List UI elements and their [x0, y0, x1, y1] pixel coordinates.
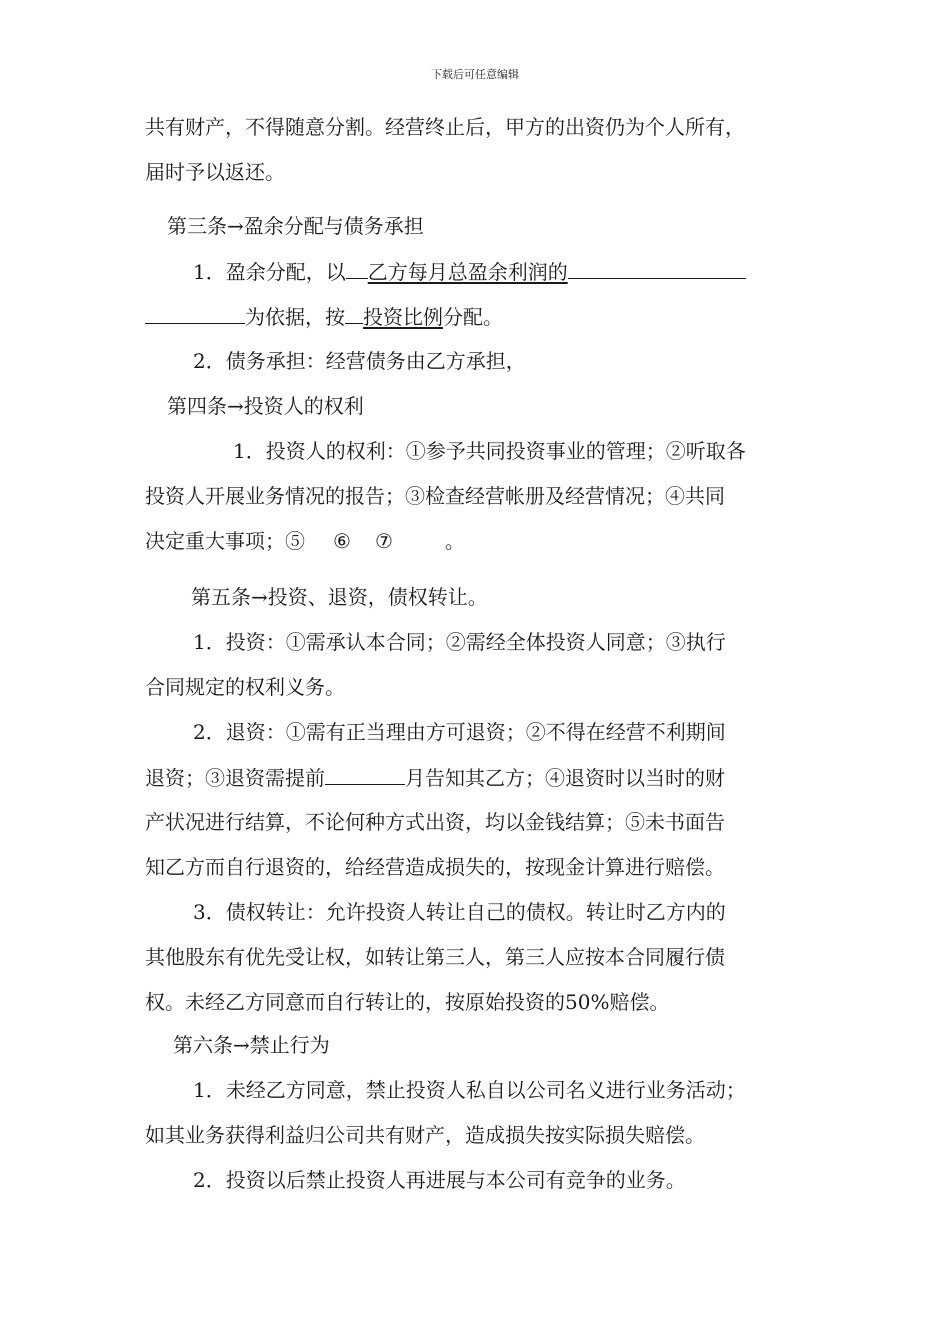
paragraph-line: 权。未经乙方同意而自行转让的，按原始投资的50%赔偿。	[145, 990, 670, 1014]
item-text: ⑥	[333, 529, 351, 553]
article-5-item-1: 1．投资：①需承认本合同；②需经全体投资人同意；③执行	[193, 630, 726, 654]
paragraph-line: 合同规定的权利义务。	[145, 675, 345, 699]
fill-blank	[325, 762, 405, 785]
paragraph-line: 知乙方而自行退资的，给经营造成损失的，按现金计算进行赔偿。	[145, 855, 725, 879]
article-3-item-1	[193, 256, 746, 286]
paragraph-line: 其他股东有优先受让权，如转让第三人，第三人应按本合同履行债	[145, 945, 725, 969]
article-4-title: 第四条→投资人的权利	[167, 394, 364, 418]
page-header: 下载后可任意编辑	[431, 68, 519, 81]
article-6-item-1: 1．未经乙方同意，禁止投资人私自以公司名义进行业务活动；	[193, 1078, 746, 1102]
paragraph-line: 产状况进行结算，不论何种方式出资，均以金钱结算；⑤未书面告	[145, 810, 725, 834]
paragraph-line: 投资人开展业务情况的报告；③检查经营帐册及经营情况；④共同	[145, 484, 725, 508]
article-5-item-3: 3．债权转让：允许投资人转让自己的债权。转让时乙方内的	[193, 900, 726, 924]
item-text: 决定重大事项；⑤	[145, 529, 305, 553]
article-5-item-2: 2．退资：①需有正当理由方可退资；②不得在经营不利期间	[193, 720, 726, 744]
filled-value: 投资比例	[363, 305, 443, 329]
article-5-title: 第五条→投资、退资，债权转让。	[191, 585, 488, 609]
fill-blank	[345, 301, 363, 324]
article-4-item-1: 1．投资人的权利：①参予共同投资事业的管理；②听取各	[233, 439, 746, 463]
item-text: 分配。	[443, 305, 503, 329]
item-text: 月告知其乙方；④退资时以当时的财	[405, 766, 725, 790]
item-text: 退资；③退资需提前	[145, 766, 325, 790]
paragraph-line: 届时予以返还。	[145, 160, 285, 184]
paragraph-line	[145, 762, 725, 792]
article-6-item-2: 2．投资以后禁止投资人再进展与本公司有竞争的业务。	[193, 1168, 686, 1192]
paragraph-line: 如其业务获得利益归公司共有财产，造成损失按实际损失赔偿。	[145, 1123, 705, 1147]
article-3-item-2: 2．债务承担：经营债务由乙方承担，	[193, 349, 526, 373]
paragraph-line	[145, 526, 465, 556]
item-text: 。	[444, 529, 465, 553]
article-6-title: 第六条→禁止行为	[173, 1033, 330, 1057]
item-text: 1．盈余分配，以	[193, 260, 346, 284]
article-3-item-1-cont	[145, 301, 503, 331]
filled-value: 乙方每月总盈余利润的	[367, 260, 568, 284]
item-text: 为依据，按	[245, 305, 345, 329]
fill-blank	[145, 301, 245, 324]
paragraph-line: 共有财产，不得随意分割。经营终止后，甲方的出资仍为个人所有，	[145, 115, 745, 139]
fill-blank	[346, 256, 368, 279]
fill-blank	[568, 256, 746, 279]
item-text: ⑦	[374, 529, 393, 553]
article-3-title: 第三条→盈余分配与债务承担	[167, 214, 424, 238]
